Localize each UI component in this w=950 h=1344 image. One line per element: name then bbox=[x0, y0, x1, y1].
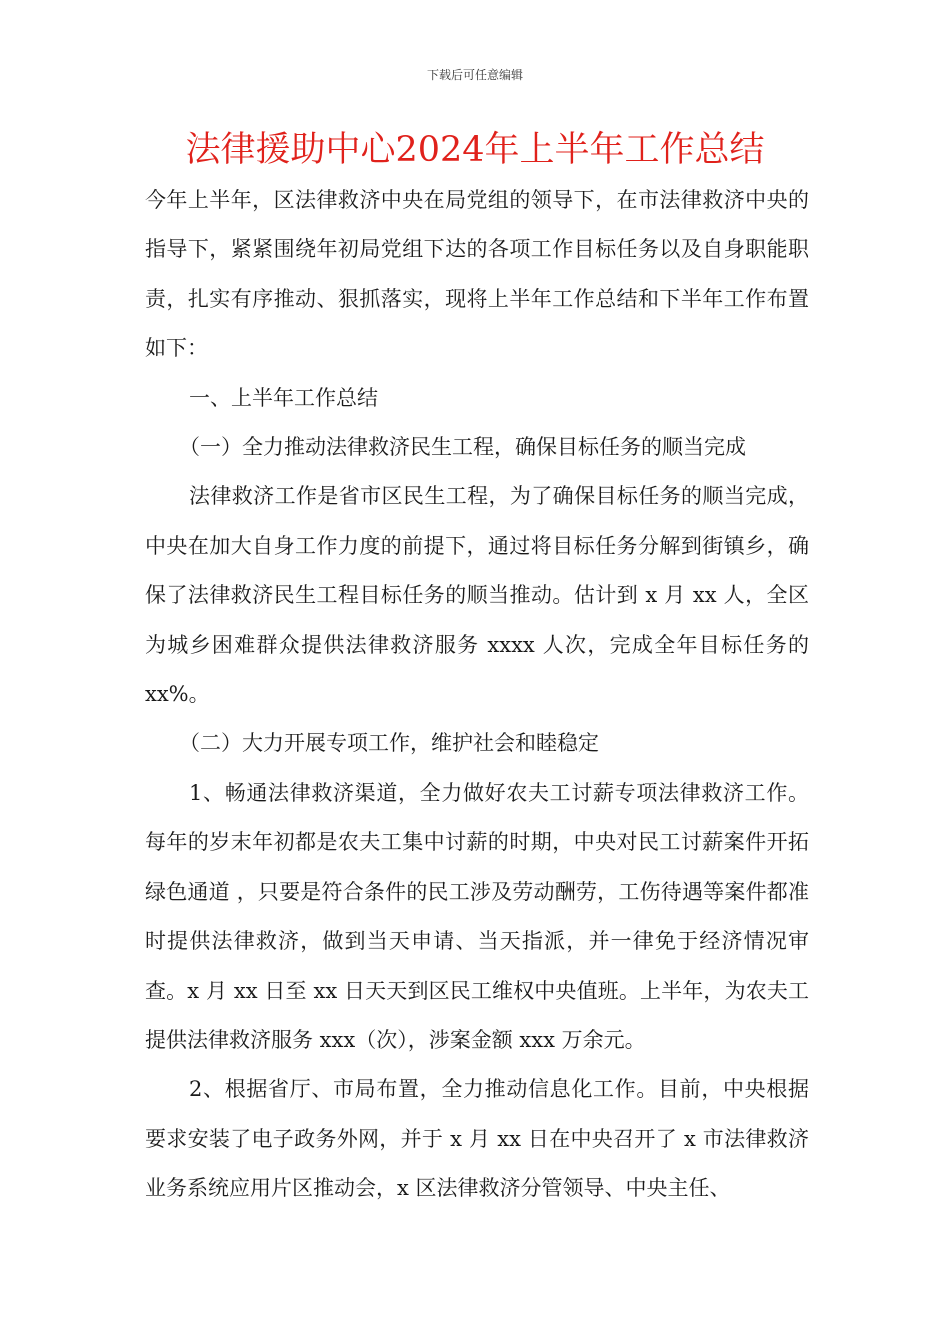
body-paragraph-2: 1、畅通法律救济渠道，全力做好农夫工讨薪专项法律救济工作。每年的岁末年初都是农夫工集中讨薪的时期，中央对民工讨薪案件开拓 绿色通道 ，只要是符合条件的民工涉及劳动酬劳，工伤待遇等案件都准时提供法律救济，做到当天申请、当天指派，并一律免于经济情况审查。x 月 xx 日至 xx 日天天到区民工维权中央值班。上半年，为农夫工提供法律救济服务 xxx（次），涉案金额 xxx 万余元。 bbox=[145, 780, 809, 1052]
intro-paragraph: 今年上半年，区法律救济中央在局党组的领导下，在市法律救济中央的指导下，紧紧围绕年初局党组下达的各项工作目标任务以及自身职能职责，扎实有序推动、狠抓落实，现将上半年工作总结和下半年工作布置如下： bbox=[145, 188, 809, 361]
header-note: 下载后可任意编辑 bbox=[426, 68, 523, 82]
body-paragraph-3: 2、根据省厅、市局布置，全力推动信息化工作。目前，中央根据要求安装了电子政务外网，并于 x 月 xx 日在中央召开了 x 市法律救济业务系统应用片区推动会，x 区法律救济分管领导、中央主任、 bbox=[145, 1077, 809, 1201]
subsection-heading-2: （二）大力开展专项工作，维护社会和睦稳定 bbox=[179, 731, 599, 756]
document-title: 法律援助中心2024年上半年工作总结 bbox=[185, 130, 765, 170]
subsection-heading-1: （一）全力推动法律救济民生工程，确保目标任务的顺当完成 bbox=[179, 435, 746, 460]
section-heading-1: 一、上半年工作总结 bbox=[189, 385, 378, 410]
body-paragraph-1: 法律救济工作是省市区民生工程，为了确保目标任务的顺当完成，中央在加大自身工作力度的前提下，通过将目标任务分解到街镇乡，确保了法律救济民生工程目标任务的顺当推动。估计到 x 月 xx 人，全区为城乡困难群众提供法律救济服务 xxxx 人次，完成全年目标任务的 xx%。 bbox=[145, 484, 809, 707]
document-body bbox=[145, 176, 809, 1214]
